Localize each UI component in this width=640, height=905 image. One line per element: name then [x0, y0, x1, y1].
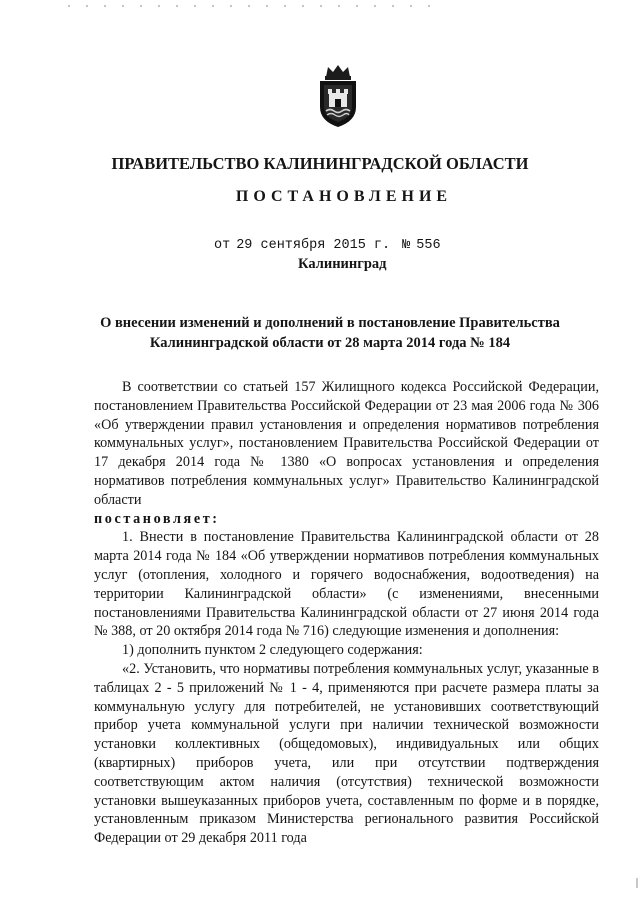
document-date-line — [214, 238, 441, 253]
scan-edge-mark — [636, 878, 638, 888]
document-number: 556 — [416, 238, 441, 253]
subject-line-1: О внесении изменений и дополнений в постановление Правительства — [100, 315, 560, 331]
document-city: Калининград — [298, 256, 387, 272]
document-date: 29 сентября 2015 г. — [236, 238, 391, 253]
document-type: ПОСТАНОВЛЕНИЕ — [235, 188, 453, 205]
number-label: № — [402, 238, 411, 253]
subitem-1-paragraph: 1) дополнить пунктом 2 следующего содержания: — [122, 642, 423, 659]
document-body — [94, 378, 599, 848]
government-title: ПРАВИТЕЛЬСТВО КАЛИНИНГРАДСКОЙ ОБЛАСТИ — [111, 154, 529, 173]
date-prefix: от — [214, 238, 231, 253]
coat-of-arms-icon — [314, 63, 362, 129]
preamble-paragraph: В соответствии со статьей 157 Жилищного кодекса Российской Федерации, постановлением Правительства Российской Федерации от 23 мая 2006 года № 306 «Об утверждении правил установления и определения нормативов потребления коммунальных услуг», постановлением Правительства Российской Федерации от 17 декабря 2014 года № 1380 «О вопросах установления и определения нормативов потребления коммунальных услуг» Правительство Калининградской области — [94, 379, 599, 508]
scan-artifact-dots — [60, 4, 440, 8]
quoted-paragraph: «2. Установить, что нормативы потребления коммунальных услуг, указанные в таблицах 2 - 5 приложений № 1 - 4, применяются при расчете размера платы за коммунальную услугу для потребителей, не установивших соответствующий прибор учета коммунальной услуги при наличии технической возможности установки коллективных (общедомовых), индивидуальных или общих (квартирных) приборов учета, или при отсутствии подтверждения соответствующим актом наличия (отсутствия) технической возможности установки вышеуказанных приборов учета, составленным по форме и в порядке, установленным приказом Министерства регионального развития Российской Федерации от 29 декабря 2011 года — [94, 660, 599, 847]
subject-line-2: Калининградской области от 28 марта 2014 года № 184 — [149, 335, 511, 351]
document-subject — [100, 313, 560, 353]
item-1-paragraph: 1. Внести в постановление Правительства Калининградской области от 28 марта 2014 года № 184 «Об утверждении нормативов потребления коммунальных услуг (отопления, холодного и горячего водоснабжения, водоотведения) на территории Калининградской области» (с изменениями, внесенными постановлениями Правительства Калининградской области от 27 июня 2014 года № 388, от 20 октября 2014 года № 716) следующие изменения и дополнения: — [94, 529, 599, 640]
resolves-word: постановляет: — [94, 510, 220, 527]
